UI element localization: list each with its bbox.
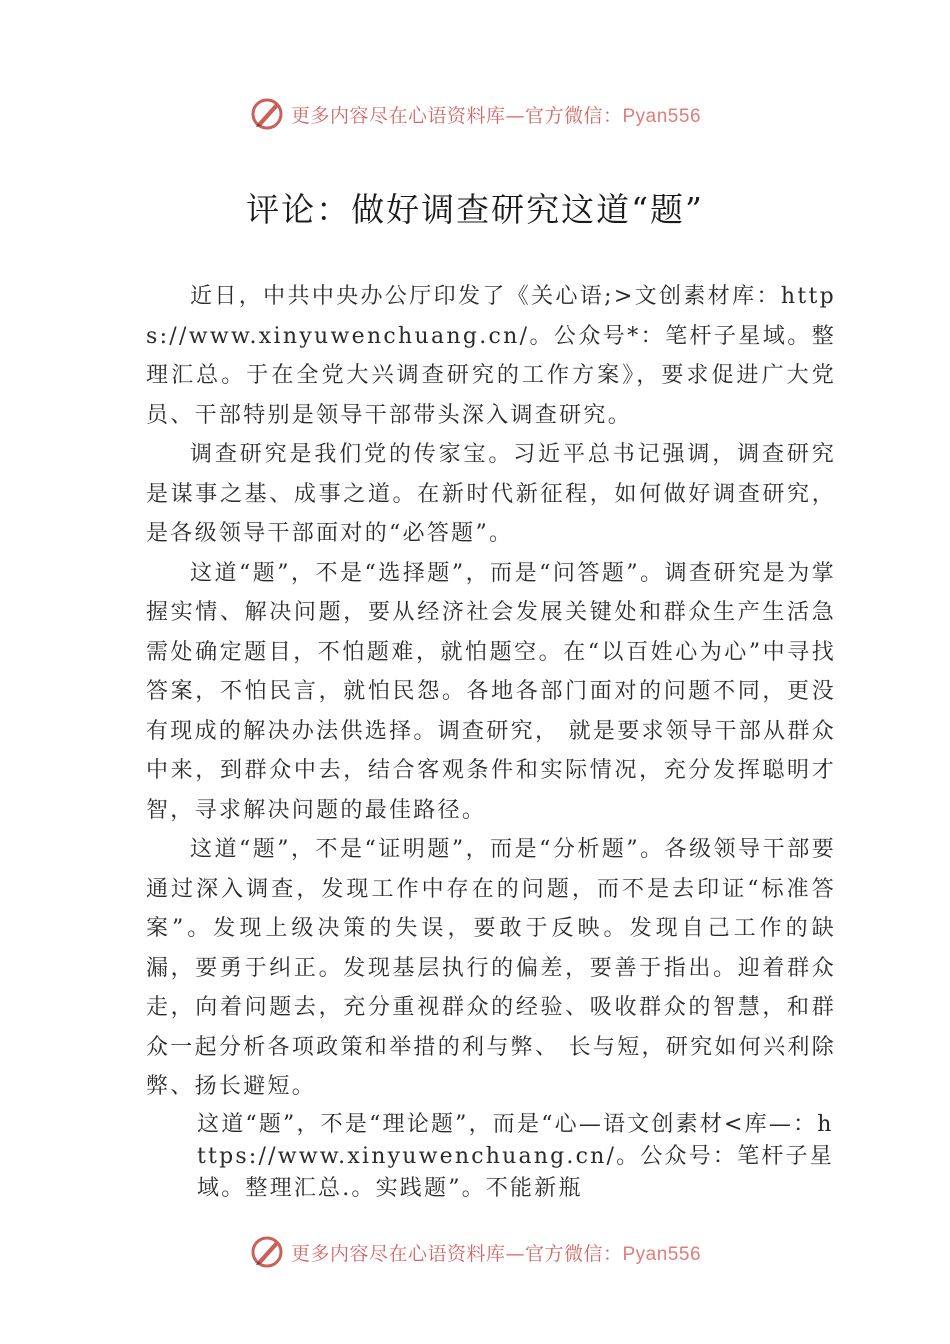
pen-logo-icon [249,1234,285,1270]
paragraph-3: 这道“题”，不是“选择题”，而是“问答题”。调查研究是为掌握实情、解决问题，要从经济社会发展关键处和群众生产生活急需处确定题目，不怕题难，就怕题空。在“以百姓心为心”中寻找答案，不怕民言，就怕民怨。各地各部门面对的问题不同，更没有现成的解决办法供选择。调查研究， 就是要求领导干部从群众中来，到群众中去，结合客观条件和实际情况，充分发挥聪明才智，寻求解决问题的最佳路径。 [146,560,836,823]
pen-logo-icon [249,96,285,132]
header-banner-text: 更多内容尽在心语资料库—官方微信：Pyan556 [290,104,702,127]
paragraph-5: 这道“题”，不是“理论题”，而是“心—语文创素材<库—：https://www.xinyuwenchuang.cn/。公众号：笔杆子星域。整理汇总.。实践题”。不能新瓶 [197,1112,834,1201]
footer-banner [0,1230,950,1274]
footer-wechat-id: Pyan556 [622,1243,702,1265]
header-banner [0,92,950,136]
footer-banner-text: 更多内容尽在心语资料库—官方微信：Pyan556 [290,1242,702,1265]
paragraph-1: 近日，中共中央办公厅印发了《关心语;>文创素材库：https://www.xinyuwenchuang.cn/。公众号*：笔杆子星域。整理汇总。于在全党大兴调查研究的工作方案》，要求促进广大党员、干部特别是领导干部带头深入调查研究。 [146,284,836,428]
article-body [146,277,836,1107]
article-title: 评论：做好调查研究这道“题” [246,190,704,229]
paragraph-2: 调查研究是我们党的传家宝。习近平总书记强调，调查研究是谋事之基、成事之道。在新时代新征程，如何做好调查研究，是各级领导干部面对的“必答题”。 [146,442,836,546]
header-wechat-id: Pyan556 [622,105,702,127]
paragraph-4: 这道“题”，不是“证明题”，而是“分析题”。各级领导干部要通过深入调查，发现工作中存在的问题，而不是去印证“标准答案”。发现上级决策的失误，要敢于反映。发现自己工作的缺漏，要勇于纠正。发现基层执行的偏差，要善于指出。迎着群众走，向着问题去，充分重视群众的经验、吸收群众的智慧，和群众一起分析各项政策和举措的利与弊、 长与短，研究如何兴利除弊、扬长避短。 [146,837,836,1099]
